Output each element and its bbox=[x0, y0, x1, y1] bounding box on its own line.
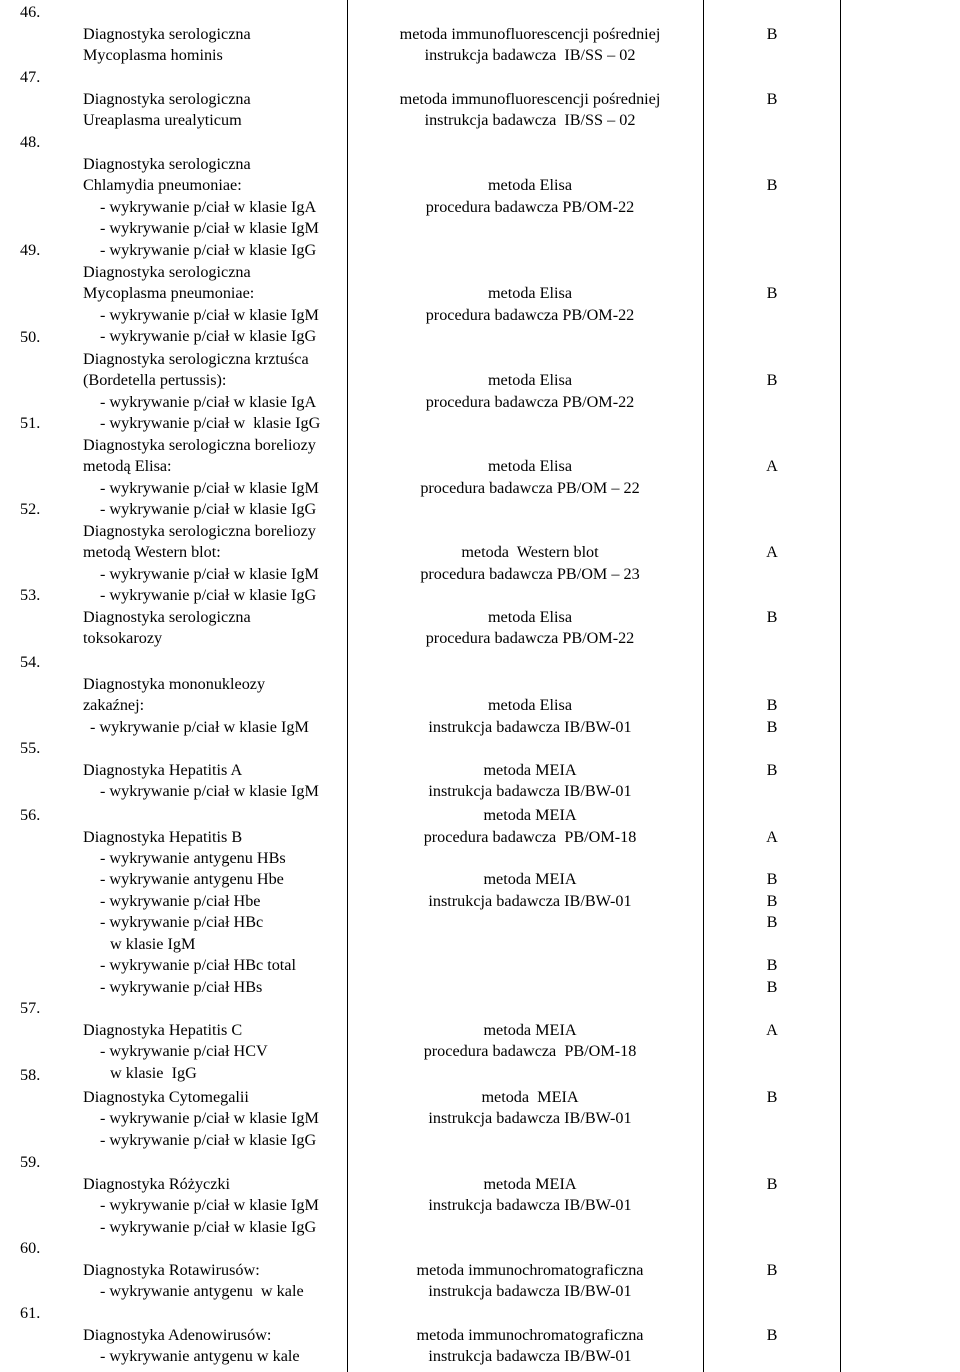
category-letter: B bbox=[766, 1260, 778, 1279]
test-description-line: - wykrywanie p/ciał w klasie IgM bbox=[100, 478, 319, 497]
method-text: instrukcja badawcza IB/BW-01 bbox=[428, 1196, 632, 1214]
row-number: 51. bbox=[20, 414, 41, 432]
category-letter: B bbox=[766, 176, 778, 194]
category-letter: A bbox=[766, 543, 778, 561]
category-letter: B bbox=[766, 607, 778, 626]
test-description-line: - wykrywanie p/ciał w klasie IgM bbox=[90, 717, 309, 736]
category-letter: B bbox=[766, 284, 778, 302]
method-text: metoda MEIA bbox=[483, 1020, 577, 1039]
row-number: 48. bbox=[20, 133, 41, 151]
test-description-line: Diagnostyka Hepatitis B bbox=[83, 827, 243, 846]
category-letter: B bbox=[766, 696, 778, 714]
column-rule bbox=[703, 0, 704, 1372]
test-description-line: - wykrywanie p/ciał w klasie IgM bbox=[100, 1196, 319, 1214]
method-text: metoda MEIA bbox=[483, 806, 577, 824]
method-text: metoda MEIA bbox=[483, 870, 577, 888]
test-description-line: - wykrywanie p/ciał w klasie IgM bbox=[100, 782, 319, 800]
row-number: 52. bbox=[20, 500, 41, 518]
category-letter: B bbox=[766, 913, 778, 931]
method-text: metoda Western blot bbox=[461, 543, 599, 561]
test-description-line: - wykrywanie p/ciał w klasie IgM bbox=[100, 219, 319, 237]
method-text: procedura badawcza PB/OM-22 bbox=[425, 629, 635, 647]
test-description-line: Diagnostyka Hepatitis A bbox=[83, 760, 243, 779]
test-description-line: - wykrywanie p/ciał w klasie IgM bbox=[100, 1109, 319, 1127]
method-text: procedura badawcza PB/OM – 22 bbox=[420, 478, 640, 497]
row-number: 53. bbox=[20, 586, 41, 604]
row-number: 47. bbox=[20, 68, 41, 86]
test-description-line: Diagnostyka serologiczna bbox=[83, 24, 251, 43]
method-text: metoda immunofluorescencji pośredniej bbox=[399, 24, 661, 43]
test-description-line: w klasie IgM bbox=[110, 934, 196, 953]
method-text: procedura badawcza PB/OM-18 bbox=[423, 827, 637, 846]
method-text: procedura badawcza PB/OM – 23 bbox=[420, 564, 640, 583]
test-description-line: Diagnostyka Hepatitis C bbox=[83, 1020, 243, 1039]
method-text: metoda Elisa bbox=[487, 176, 573, 194]
method-text: procedura badawcza PB/OM-22 bbox=[425, 197, 635, 216]
row-number: 58. bbox=[20, 1066, 41, 1084]
row-number: 57. bbox=[20, 999, 41, 1017]
row-number: 54. bbox=[20, 653, 41, 671]
test-description-line: - wykrywanie p/ciał w klasie IgG bbox=[100, 414, 321, 432]
method-text: metoda Elisa bbox=[487, 607, 573, 626]
test-description-line: - wykrywanie p/ciał w klasie IgG bbox=[100, 586, 317, 604]
row-number: 61. bbox=[20, 1304, 41, 1322]
row-number: 46. bbox=[20, 3, 41, 21]
method-text: procedura badawcza PB/OM-22 bbox=[425, 305, 635, 324]
category-letter: A bbox=[766, 457, 778, 475]
test-description-line: - wykrywanie p/ciał HBc total bbox=[100, 956, 296, 974]
row-number: 50. bbox=[20, 328, 41, 346]
category-letter: B bbox=[766, 760, 778, 779]
method-text: metoda MEIA bbox=[483, 1174, 577, 1193]
test-description-line: - wykrywanie p/ciał w klasie IgG bbox=[100, 1217, 317, 1236]
test-description-line: - wykrywanie p/ciał w klasie IgG bbox=[100, 327, 317, 345]
method-text: instrukcja badawcza IB/SS – 02 bbox=[424, 111, 636, 129]
test-description-line: Chlamydia pneumoniae: bbox=[83, 176, 242, 194]
category-letter: B bbox=[766, 24, 778, 43]
method-text: metoda Elisa bbox=[487, 284, 573, 302]
method-text: metoda immunofluorescencji pośredniej bbox=[399, 89, 661, 108]
test-description-line: Diagnostyka mononukleozy bbox=[83, 674, 266, 693]
test-description-line: w klasie IgG bbox=[110, 1063, 197, 1082]
method-text: instrukcja badawcza IB/BW-01 bbox=[428, 717, 632, 736]
test-description-line: - wykrywanie p/ciał w klasie IgA bbox=[100, 392, 317, 411]
method-text: procedura badawcza PB/OM-18 bbox=[423, 1042, 637, 1060]
row-number: 60. bbox=[20, 1239, 41, 1257]
method-text: instrukcja badawcza IB/BW-01 bbox=[428, 1109, 632, 1127]
row-number: 59. bbox=[20, 1153, 41, 1171]
test-description-line: Mycoplasma pneumoniae: bbox=[83, 284, 255, 302]
test-description-line: Diagnostyka serologiczna krztuśca bbox=[83, 349, 309, 368]
method-text: instrukcja badawcza IB/BW-01 bbox=[428, 1282, 632, 1300]
test-description-line: - wykrywanie p/ciał HBs bbox=[100, 977, 263, 996]
category-letter: B bbox=[766, 891, 778, 910]
method-text: metoda Elisa bbox=[487, 371, 573, 389]
method-text: metoda MEIA bbox=[483, 760, 577, 779]
test-description-line: - wykrywanie antygenu w kale bbox=[100, 1347, 300, 1365]
column-rule bbox=[840, 0, 841, 1372]
test-description-line: zakaźnej: bbox=[83, 696, 145, 714]
category-letter: B bbox=[766, 870, 778, 888]
test-description-line: Diagnostyka serologiczna bbox=[83, 607, 251, 626]
row-number: 56. bbox=[20, 806, 41, 824]
test-description-line: - wykrywanie p/ciał w klasie IgA bbox=[100, 197, 317, 216]
method-text: metoda Elisa bbox=[487, 696, 573, 714]
test-description-line: Diagnostyka serologiczna bbox=[83, 89, 251, 108]
method-text: metoda immunochromatograficzna bbox=[416, 1260, 644, 1279]
category-letter: A bbox=[766, 1020, 778, 1039]
test-description-line: - wykrywanie p/ciał w klasie IgG bbox=[100, 500, 317, 518]
test-description-line: - wykrywanie antygenu HBs bbox=[100, 849, 286, 867]
test-description-line: - wykrywanie p/ciał w klasie IgM bbox=[100, 564, 319, 583]
method-text: instrukcja badawcza IB/BW-01 bbox=[428, 891, 632, 910]
test-description-line: Diagnostyka Rotawirusów: bbox=[83, 1260, 260, 1279]
category-letter: B bbox=[766, 371, 778, 389]
method-text: procedura badawcza PB/OM-22 bbox=[425, 392, 635, 411]
test-description-line: - wykrywanie antygenu Hbe bbox=[100, 870, 284, 888]
test-description-line: - wykrywanie p/ciał w klasie IgM bbox=[100, 305, 319, 324]
method-text: instrukcja badawcza IB/BW-01 bbox=[428, 782, 632, 800]
test-description-line: Ureaplasma urealyticum bbox=[83, 111, 242, 129]
test-description-line: - wykrywanie p/ciał HCV bbox=[100, 1042, 268, 1060]
test-description-line: Diagnostyka Różyczki bbox=[83, 1174, 230, 1193]
category-letter: B bbox=[766, 717, 778, 736]
test-description-line: Diagnostyka serologiczna bbox=[83, 154, 251, 173]
test-description-line: - wykrywanie p/ciał Hbe bbox=[100, 891, 261, 910]
category-letter: B bbox=[766, 1087, 778, 1106]
method-text: metoda Elisa bbox=[487, 457, 573, 475]
category-letter: B bbox=[766, 956, 778, 974]
test-description-line: - wykrywanie p/ciał HBc bbox=[100, 913, 264, 931]
test-description-line: Diagnostyka serologiczna boreliozy bbox=[83, 521, 316, 540]
test-description-line: (Bordetella pertussis): bbox=[83, 371, 227, 389]
method-text: instrukcja badawcza IB/SS – 02 bbox=[424, 46, 636, 64]
test-description-line: Mycoplasma hominis bbox=[83, 46, 223, 64]
column-rule bbox=[347, 0, 348, 1372]
test-description-line: Diagnostyka Cytomegalii bbox=[83, 1087, 249, 1106]
test-description-line: metodą Western blot: bbox=[83, 543, 221, 561]
test-description-line: - wykrywanie antygenu w kale bbox=[100, 1282, 304, 1300]
test-description-line: Diagnostyka Adenowirusów: bbox=[83, 1325, 272, 1344]
row-number: 49. bbox=[20, 241, 41, 259]
category-letter: B bbox=[766, 1174, 778, 1193]
test-description-line: Diagnostyka serologiczna bbox=[83, 262, 251, 281]
method-text: instrukcja badawcza IB/BW-01 bbox=[428, 1347, 632, 1365]
test-description-line: - wykrywanie p/ciał w klasie IgG bbox=[100, 1130, 317, 1149]
category-letter: B bbox=[766, 1325, 778, 1344]
category-letter: B bbox=[766, 89, 778, 108]
method-text: metoda MEIA bbox=[481, 1087, 579, 1106]
category-letter: A bbox=[766, 827, 778, 846]
test-description-line: - wykrywanie p/ciał w klasie IgG bbox=[100, 240, 317, 259]
test-description-line: toksokarozy bbox=[83, 629, 163, 647]
row-number: 55. bbox=[20, 739, 41, 757]
test-description-line: Diagnostyka serologiczna boreliozy bbox=[83, 435, 316, 454]
test-description-line: metodą Elisa: bbox=[83, 457, 172, 475]
category-letter: B bbox=[766, 977, 778, 996]
method-text: metoda immunochromatograficzna bbox=[416, 1325, 644, 1344]
